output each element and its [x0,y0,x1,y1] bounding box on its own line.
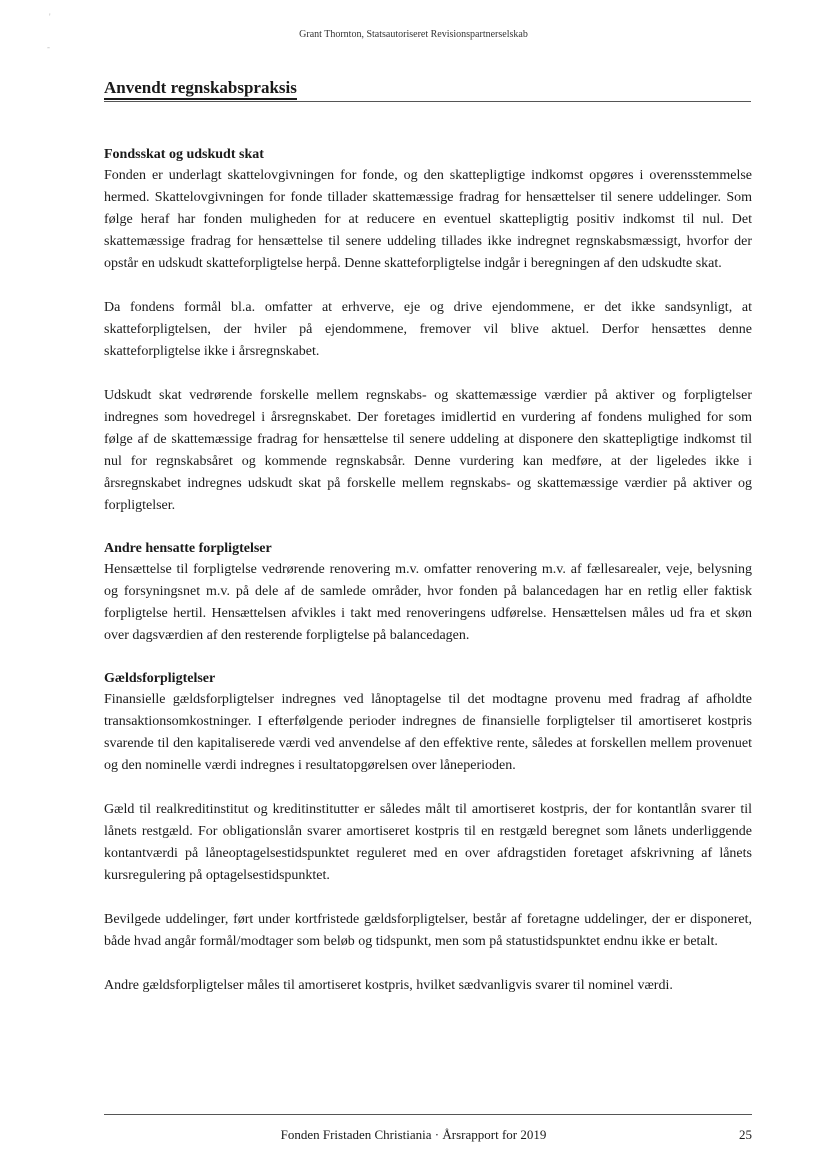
page-title: Anvendt regnskabspraksis [104,78,297,100]
page-header: Grant Thornton, Statsautoriseret Revisionspartnerselskab [299,29,528,40]
section-heading: Fondsskat og udskudt skat [104,147,264,162]
section-andre-hensatte [104,539,752,647]
paragraph: Andre gældsforpligtelser måles til amortiseret kostpris, hvilket sædvanligvis svarer til nominel værdi. [104,978,673,993]
title-rule [104,78,751,102]
section-fondsskat [104,145,752,517]
scan-mark: ' [49,12,51,22]
paragraph: Da fondens formål bl.a. omfatter at erhverve, eje og drive ejendommene, er det ikke sandsynligt, at skatteforpligtelsen, der hviler på ejendommene, fremover vil blive aktuel. Derfor hensættes denne skatteforpligtelse ikke i årsregnskabet. [104,300,752,359]
scan-mark: - [47,42,50,52]
paragraph: Fonden er underlagt skattelovgivningen for fonde, og den skattepligtige indkomst opgøres i overensstemmelse hermed. Skattelovgivningen for fonde tillader skattemæssige fradrag for hensættelser til senere uddelinger. Som følge heraf har fonden muligheden for at reducere en eventuel skattepligtig positiv indkomst til nul. Det skattemæssige fradrag for hensættelse til senere uddeling tillades ikke indregnet regnskabsmæssigt, hvorfor der opstår en udskudt skatteforpligtelse herpå. Denne skatteforpligtelse indgår i beregningen af den udskudte skat. [104,168,752,271]
page-number: 25 [739,1127,752,1142]
paragraph: Gæld til realkreditinstitut og kreditinstitutter er således målt til amortiseret kostpris, der for kontantlån svarer til lånets restgæld. For obligationslån svarer amortiseret kostpris til en restgæld beregnet som lånets underliggende kontantværdi på låneoptagelsestidspunktet reguleret med en over afdragstiden foretaget afskrivning af lånets kursregulering på optagelsestidspunktet. [104,802,752,883]
section-heading: Gældsforpligtelser [104,671,216,686]
footer-title: Fonden Fristaden Christiania · Årsrapport for 2019 [280,1127,547,1142]
section-gaeldsforpligtelser [104,669,752,997]
document-body [104,145,752,1019]
paragraph: Hensættelse til forpligtelse vedrørende renovering m.v. omfatter renovering m.v. af fællesarealer, veje, belysning og forsyningsnet m.v. på dele af de samlede områder, hvor fonden på balancedagen har en retlig eller faktisk forpligtelse hertil. Hensættelsen afvikles i takt med renoveringens udførelse. Hensættelsen måles ud fra et skøn over dagsværdien af den resterende forpligtelse på balancedagen. [104,562,752,643]
paragraph: Bevilgede uddelinger, ført under kortfristede gældsforpligtelser, består af foretagne uddelinger, der er disponeret, både hvad angår formål/modtager som beløb og tidspunkt, men som på statustidspunktet endnu ikke er betalt. [104,912,752,949]
section-heading: Andre hensatte forpligtelser [104,541,272,556]
paragraph: Finansielle gældsforpligtelser indregnes ved lånoptagelse til det modtagne provenu med fradrag af afholdte transaktionsomkostninger. I efterfølgende perioder indregnes de finansielle forpligtelser til amortiseret kostpris svarende til den kapitaliserede værdi ved anvendelse af den effektive rente, således at forskellen mellem provenuet og den nominelle værdi indregnes i resultatopgørelsen over låneperioden. [104,692,752,773]
paragraph: Udskudt skat vedrørende forskelle mellem regnskabs- og skattemæssige værdier på aktiver og forpligtelser indregnes som hovedregel i årsregnskabet. Der foretages imidlertid en vurdering af fondens mulighed for som følge af de skattemæssige fradrag for hensættelse til senere uddeling at disponere den skattepligtige indkomst til nul for regnskabsåret og kommende regnskabsår. Denne vurdering kan medføre, at der ligeledes ikke i årsregnskabet indregnes udskudt skat på forskelle mellem regnskabs- og skattemæssige værdier på aktiver og forpligtelser. [104,388,752,513]
footer-rule [104,1114,752,1115]
